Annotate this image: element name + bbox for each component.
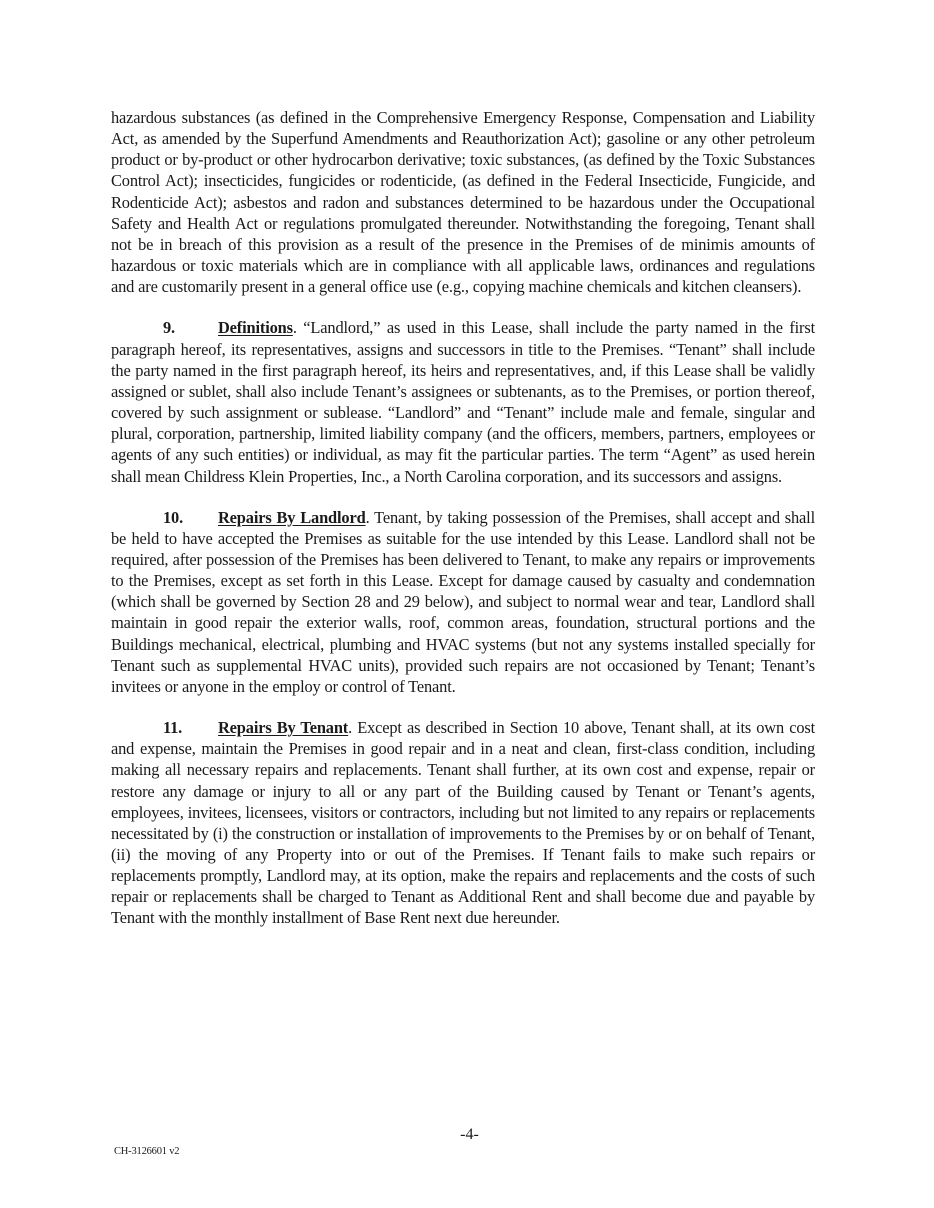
section-10-repairs-by-landlord <box>111 507 815 697</box>
section-11-repairs-by-tenant <box>111 717 815 929</box>
page-number <box>0 1126 934 1144</box>
section-body: . Tenant, by taking possession of the Premises, shall accept and shall be held to have accepted the Premises as suitable for the use intended by this Lease. Landlord shall not be required, after possession of the Premises has been delivered to Tenant, to make any repairs or improvements to the Premises, except as set forth in this Lease. Except for damage caused by casualty and condemnation (which shall be governed by Section 28 and 29 below), and subject to normal wear and tear, Landlord shall maintain in good repair the exterior walls, roof, common areas, foundation, structural portions and the Buildings mechanical, electrical, plumbing and HVAC systems (but not any systems installed specially for Tenant such as supplemental HVAC units), provided such repairs are not occasioned by Tenant; Tenant’s invitees or anyone in the employ or control of Tenant. <box>111 507 815 696</box>
section-number: 10. <box>163 507 184 527</box>
page-number-text: -4- <box>460 1126 479 1143</box>
section-title: Repairs By Landlord <box>218 507 366 527</box>
section-title: Repairs By Tenant <box>218 718 349 738</box>
section-body: . Except as described in Section 10 above, Tenant shall, at its own cost and expense, maintain the Premises in good repair and in a neat and clean, first-class condition, including making all necessary repairs and replacements. Tenant shall further, at its own cost and expense, repair or restore any damage or injury to all or any part of the Building caused by Tenant or Tenant’s agents, employees, invitees, licensees, visitors or contractors, including but not limited to any repairs or replacements necessitated by (i) the construction or installation of improvements to the Premises by or on behalf of Tenant, (ii) the moving of any Property into or out of the Premises. If Tenant fails to make such repairs or replacements promptly, Landlord may, at its option, make the repairs and replacements and the costs of such repair or replacements shall be charged to Tenant as Additional Rent and shall become due and payable by Tenant with the monthly installment of Base Rent next due hereunder. <box>111 718 815 928</box>
section-title: Definitions <box>218 318 293 338</box>
section-number: 11. <box>163 718 183 738</box>
section-body: . “Landlord,” as used in this Lease, shall include the party named in the first paragraph hereof, its representatives, assigns and successors in title to the Premises. “Tenant” shall include the party named in the first paragraph hereof, its heirs and representatives, and, if this Lease shall be validly assigned or sublet, shall also include Tenant’s assignees or subtenants, as to the Premises, or portion thereof, covered by such assignment or sublease. “Landlord” and “Tenant” include male and female, singular and plural, corporation, partnership, limited liability company (and the officers, members, partners, employees or agents of any such entities) or individual, as may fit the particular parties. The term “Agent” as used herein shall mean Childress Klein Properties, Inc., a North Carolina corporation, and its successors and assigns. <box>111 318 815 486</box>
section-number: 9. <box>163 318 175 338</box>
document-page <box>111 107 815 929</box>
continuation-paragraph: hazardous substances (as defined in the Comprehensive Emergency Response, Compensation and Liability Act, as amended by the Superfund Amendments and Reauthorization Act); gasoline or any other petroleum product or by-product or other hydrocarbon derivative; toxic substances, (as defined by the Toxic Substances Control Act); insecticides, fungicides or rodenticide, (as defined in the Federal Insecticide, Fungicide, and Rodenticide Act); asbestos and radon and substances determined to be hazardous under the Occupational Safety and Health Act or regulations promulgated thereunder. Notwithstanding the foregoing, Tenant shall not be in breach of this provision as a result of the presence in the Premises of de minimis amounts of hazardous or toxic materials which are in compliance with all applicable laws, ordinances and regulations and are customarily present in a general office use (e.g., copying machine chemicals and kitchen cleansers). <box>111 108 815 297</box>
document-id: CH-3126601 v2 <box>114 1146 180 1157</box>
section-9-definitions <box>111 317 815 486</box>
